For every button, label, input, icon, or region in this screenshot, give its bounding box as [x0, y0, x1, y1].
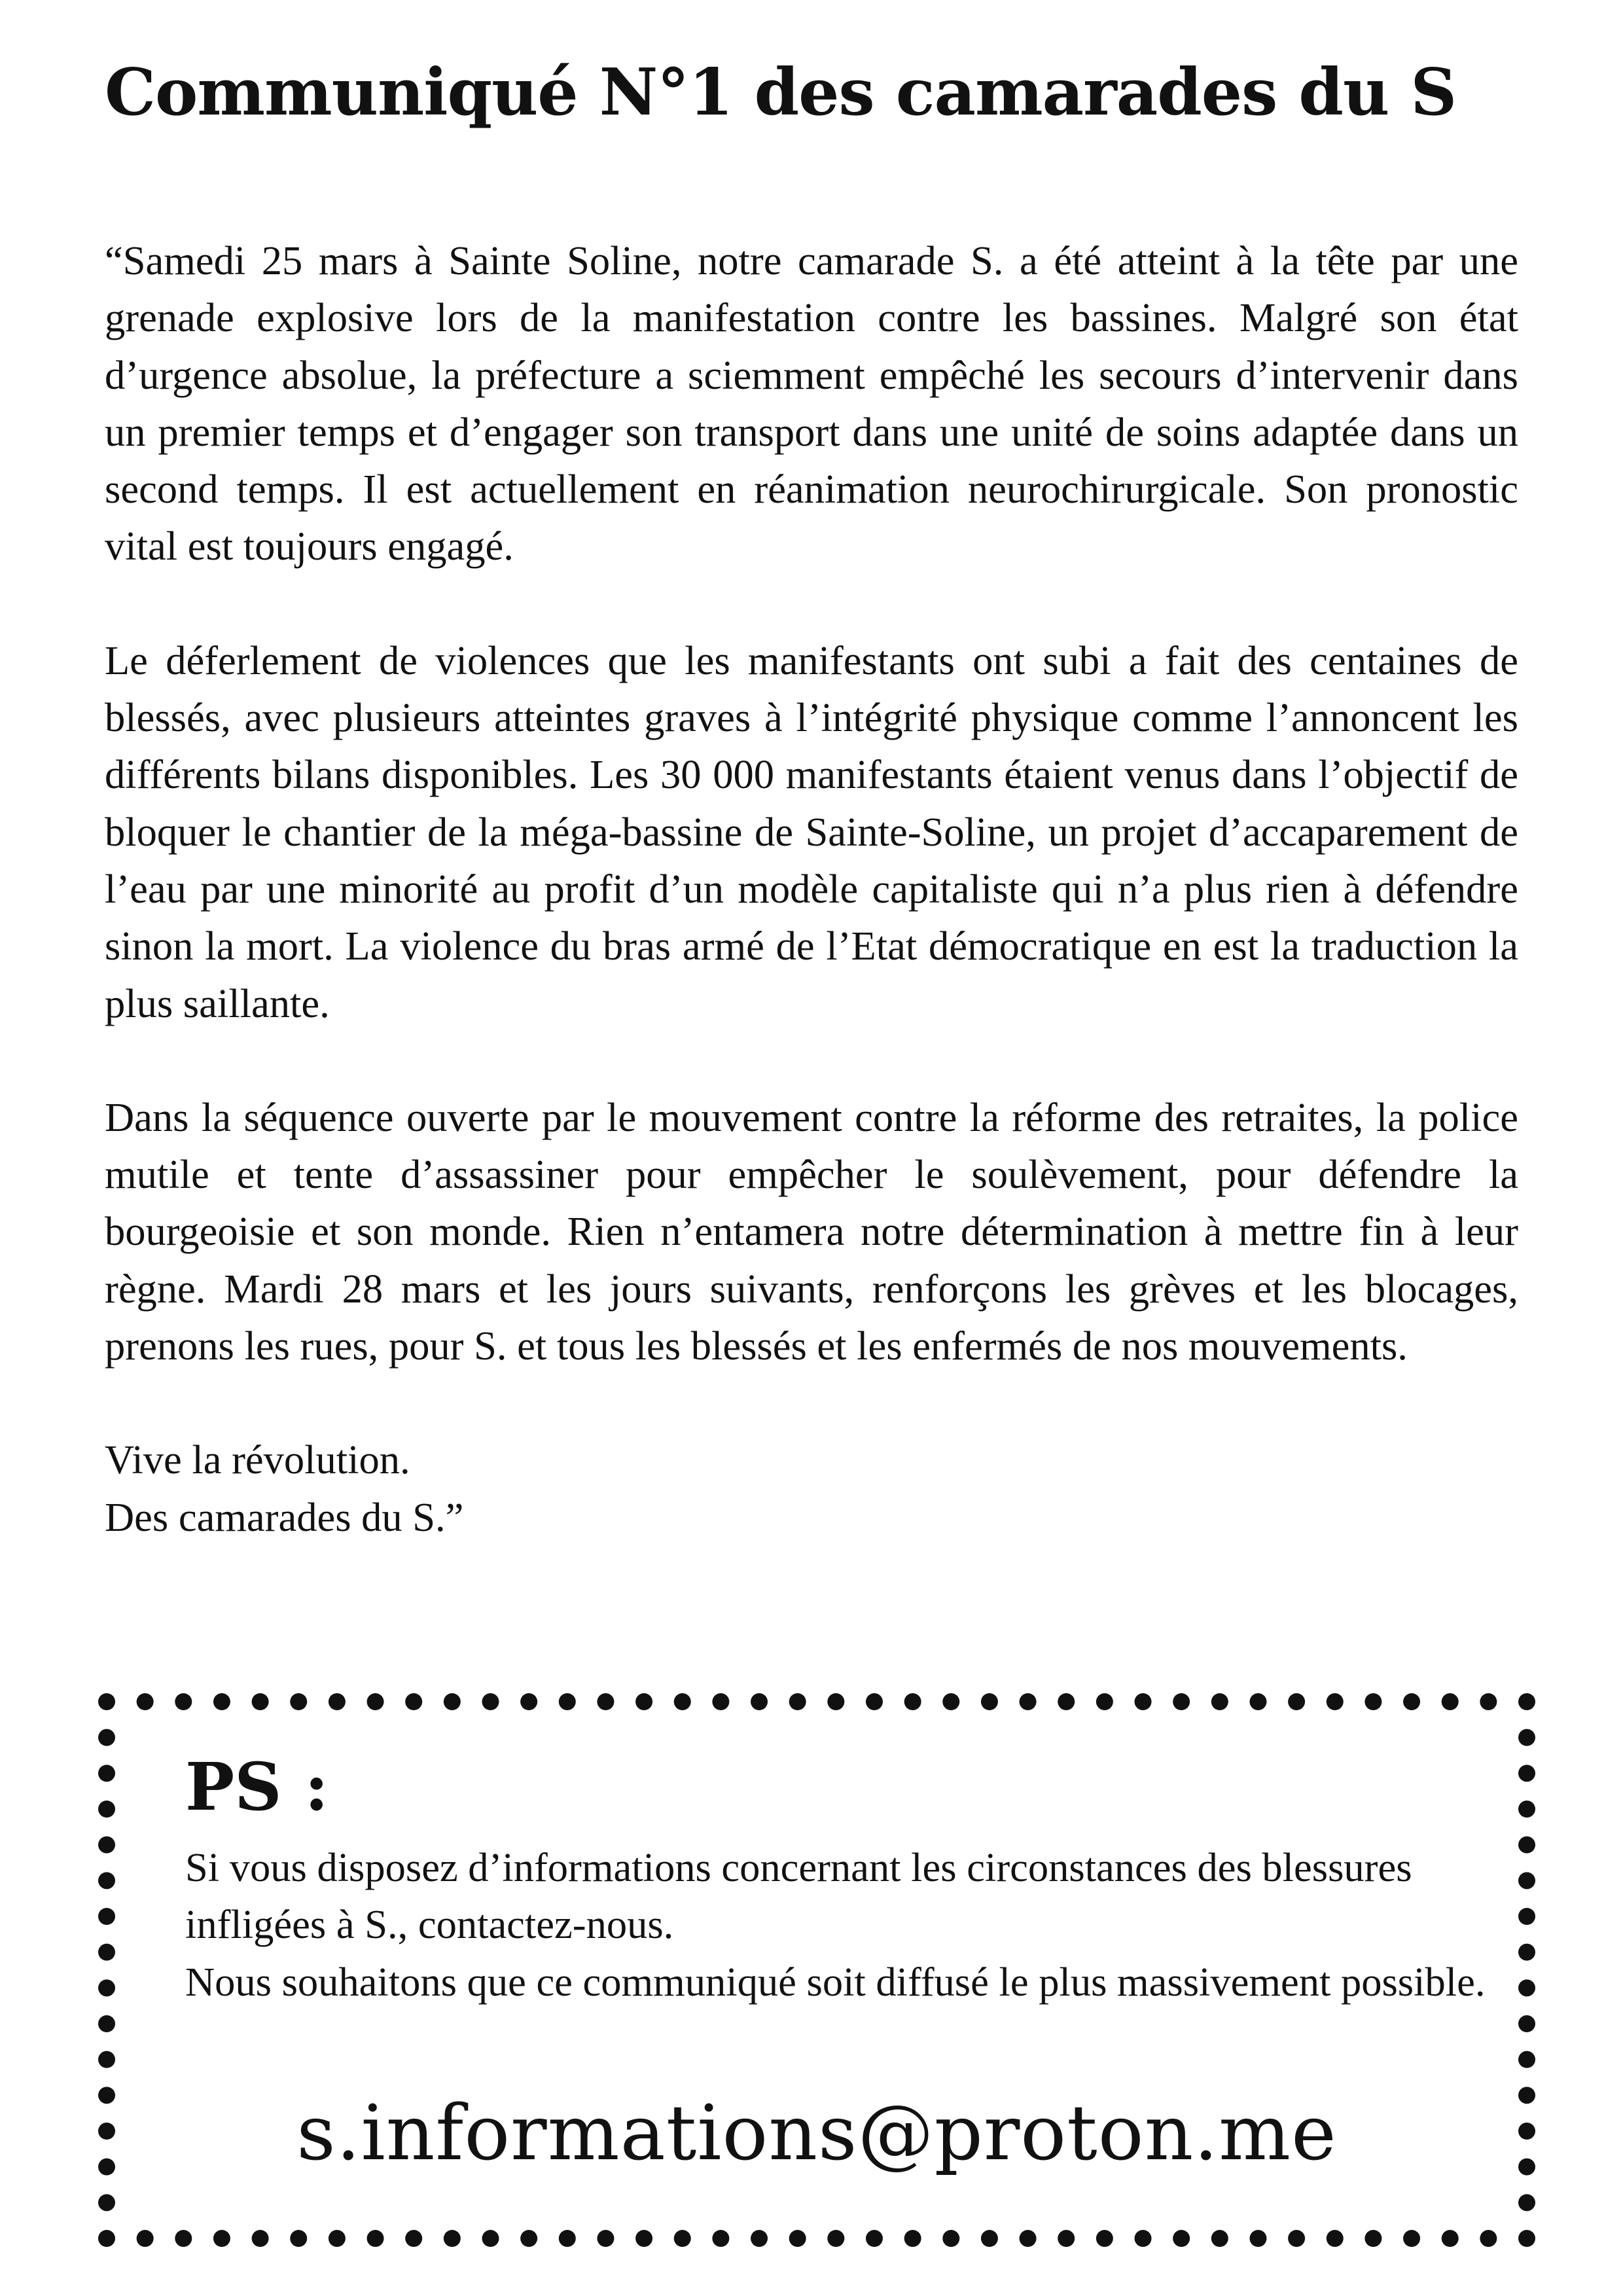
border-dot — [1403, 2230, 1420, 2247]
border-dot — [252, 2230, 269, 2247]
border-dot — [1135, 2230, 1152, 2247]
border-dot — [175, 1693, 192, 1710]
border-dot — [98, 1729, 115, 1746]
border-dot — [1096, 2230, 1113, 2247]
border-dot — [1096, 1693, 1113, 1710]
border-dot — [942, 1693, 959, 1710]
ps-line-1: Si vous disposez d’informations concernant les circonstances des blessures infligées à S., contactez-nous. — [185, 1844, 1412, 1948]
border-dot — [1327, 1693, 1344, 1710]
border-dot — [520, 1693, 537, 1710]
border-dot — [1442, 2230, 1459, 2247]
border-dot — [597, 1693, 614, 1710]
border-dot — [98, 1979, 115, 1996]
border-dot — [1173, 1693, 1190, 1710]
border-dot — [751, 1693, 768, 1710]
border-dot — [98, 2051, 115, 2068]
border-dot — [367, 1693, 384, 1710]
border-dot — [712, 1693, 729, 1710]
border-dot — [866, 2230, 883, 2247]
ps-heading: PS : — [185, 1748, 329, 1825]
border-dot — [1364, 2230, 1382, 2247]
border-dot — [1518, 2194, 1535, 2211]
border-dot — [635, 1693, 652, 1710]
border-dot — [1058, 2230, 1075, 2247]
communique-body — [105, 232, 1518, 1546]
ps-line-2: Nous souhaitons que ce communiqué soit diffusé le plus massivement possible. — [185, 1958, 1486, 2005]
border-dot — [712, 2230, 729, 2247]
paragraph-3: Dans la séquence ouverte par le mouvement contre la réforme des retraites, la police mutile et tente d’assassiner pour empêcher le soulèvement, pour défendre la bourgeoisie et son monde. Rien n’entamera notre détermination à mettre fin à leur règne. Mardi 28 mars et les jours suivants, renforçons les grèves et les blocages, prenons les rues, pour S. et tous les blessés et les enfermés de nos mouvements. — [105, 1094, 1518, 1369]
border-dot — [1480, 1693, 1497, 1710]
border-dot — [137, 1693, 154, 1710]
border-dot — [866, 1693, 883, 1710]
border-dot — [290, 1693, 307, 1710]
ps-box — [97, 1692, 1537, 2248]
border-dot — [405, 1693, 422, 1710]
border-dot — [98, 1693, 115, 1710]
border-dot — [98, 1944, 115, 1961]
border-dot — [559, 2230, 576, 2247]
border-dot — [367, 2230, 384, 2247]
border-dot — [1518, 2230, 1535, 2247]
border-dot — [1058, 1693, 1075, 1710]
border-dot — [1364, 1693, 1382, 1710]
border-dot — [904, 1693, 921, 1710]
border-dot — [1211, 1693, 1228, 1710]
border-dot — [1288, 1693, 1305, 1710]
contact-email[interactable]: s.informations@proton.me — [296, 2089, 1337, 2178]
border-dot — [329, 2230, 346, 2247]
border-dot — [751, 2230, 768, 2247]
border-dot — [98, 2015, 115, 2032]
border-dot — [674, 2230, 691, 2247]
border-dot — [213, 2230, 230, 2247]
border-dot — [1020, 1693, 1037, 1710]
border-dot — [290, 2230, 307, 2247]
border-dot — [981, 2230, 998, 2247]
paragraph-2: Le déferlement de violences que les manifestants ont subi a fait des centaines de blessés, avec plusieurs atteintes graves à l’intégrité physique comme l’annoncent les différents bilans disponibles. Les 30 000 manifestants étaient venus dans l’objectif de bloquer le chantier de la méga-bassine de Sainte-Soline, un projet d’accaparement de l’eau par une minorité au profit d’un modèle capitaliste qui n’a plus rien à défendre sinon la mort. La violence du bras armé de l’Etat démocratique en est la traduction la plus saillante. — [105, 637, 1518, 1026]
signoff — [105, 1431, 1518, 1546]
border-dot — [789, 1693, 806, 1710]
border-dot — [98, 1908, 115, 1925]
border-dot — [1020, 2230, 1037, 2247]
border-dot — [1480, 2230, 1497, 2247]
page-title: Communiqué N°1 des camarades du S — [105, 55, 1457, 130]
border-dot — [1518, 2051, 1535, 2068]
border-dot — [674, 1693, 691, 1710]
border-dot — [520, 2230, 537, 2247]
border-dot — [1442, 1693, 1459, 1710]
border-dot — [559, 1693, 576, 1710]
border-dot — [98, 1837, 115, 1854]
border-dot — [252, 1693, 269, 1710]
paragraph-1: “Samedi 25 mars à Sainte Soline, notre camarade S. a été atteint à la tête par une grenade explosive lors de la manifestation contre les bassines. Malgré son état d’urgence absolue, la préfecture a sciemment empêché les secours d’intervenir dans un premier temps et d’engager son transport dans une unité de soins adaptée dans un second temps. Il est actuellement en réanimation neurochirurgicale. Son pronostic vital est toujours engagé. — [105, 238, 1518, 569]
border-dot — [175, 2230, 192, 2247]
border-dot — [482, 2230, 499, 2247]
border-dot — [444, 2230, 461, 2247]
border-dot — [1518, 1693, 1535, 1710]
border-dot — [1518, 1837, 1535, 1854]
border-dot — [904, 2230, 921, 2247]
border-dot — [1518, 1872, 1535, 1889]
border-dot — [1518, 1729, 1535, 1746]
border-dot — [98, 1765, 115, 1782]
border-dot — [635, 2230, 652, 2247]
border-dot — [597, 2230, 614, 2247]
ps-text — [185, 1839, 1494, 2011]
border-dot — [98, 1872, 115, 1889]
signoff-line-1: Vive la révolution. — [105, 1437, 410, 1483]
border-dot — [1249, 2230, 1266, 2247]
border-dot — [1518, 2015, 1535, 2032]
border-dot — [942, 2230, 959, 2247]
border-dot — [981, 1693, 998, 1710]
border-dot — [98, 2194, 115, 2211]
border-dot — [827, 1693, 844, 1710]
border-dot — [1173, 2230, 1190, 2247]
border-dot — [1518, 1908, 1535, 1925]
border-dot — [1403, 1693, 1420, 1710]
border-dot — [98, 2230, 115, 2247]
border-dot — [1211, 2230, 1228, 2247]
border-dot — [213, 1693, 230, 1710]
border-dot — [405, 2230, 422, 2247]
border-dot — [1518, 1944, 1535, 1961]
border-dot — [444, 1693, 461, 1710]
border-dot — [98, 1801, 115, 1818]
border-dot — [827, 2230, 844, 2247]
border-dot — [1249, 1693, 1266, 1710]
border-dot — [1518, 1979, 1535, 1996]
border-dot — [1518, 1801, 1535, 1818]
border-dot — [1327, 2230, 1344, 2247]
border-dot — [1288, 2230, 1305, 2247]
border-dot — [1518, 1765, 1535, 1782]
border-dot — [482, 1693, 499, 1710]
signoff-line-2: Des camarades du S.” — [105, 1494, 464, 1540]
border-dot — [329, 1693, 346, 1710]
border-dot — [1135, 1693, 1152, 1710]
border-dot — [137, 2230, 154, 2247]
border-dot — [789, 2230, 806, 2247]
